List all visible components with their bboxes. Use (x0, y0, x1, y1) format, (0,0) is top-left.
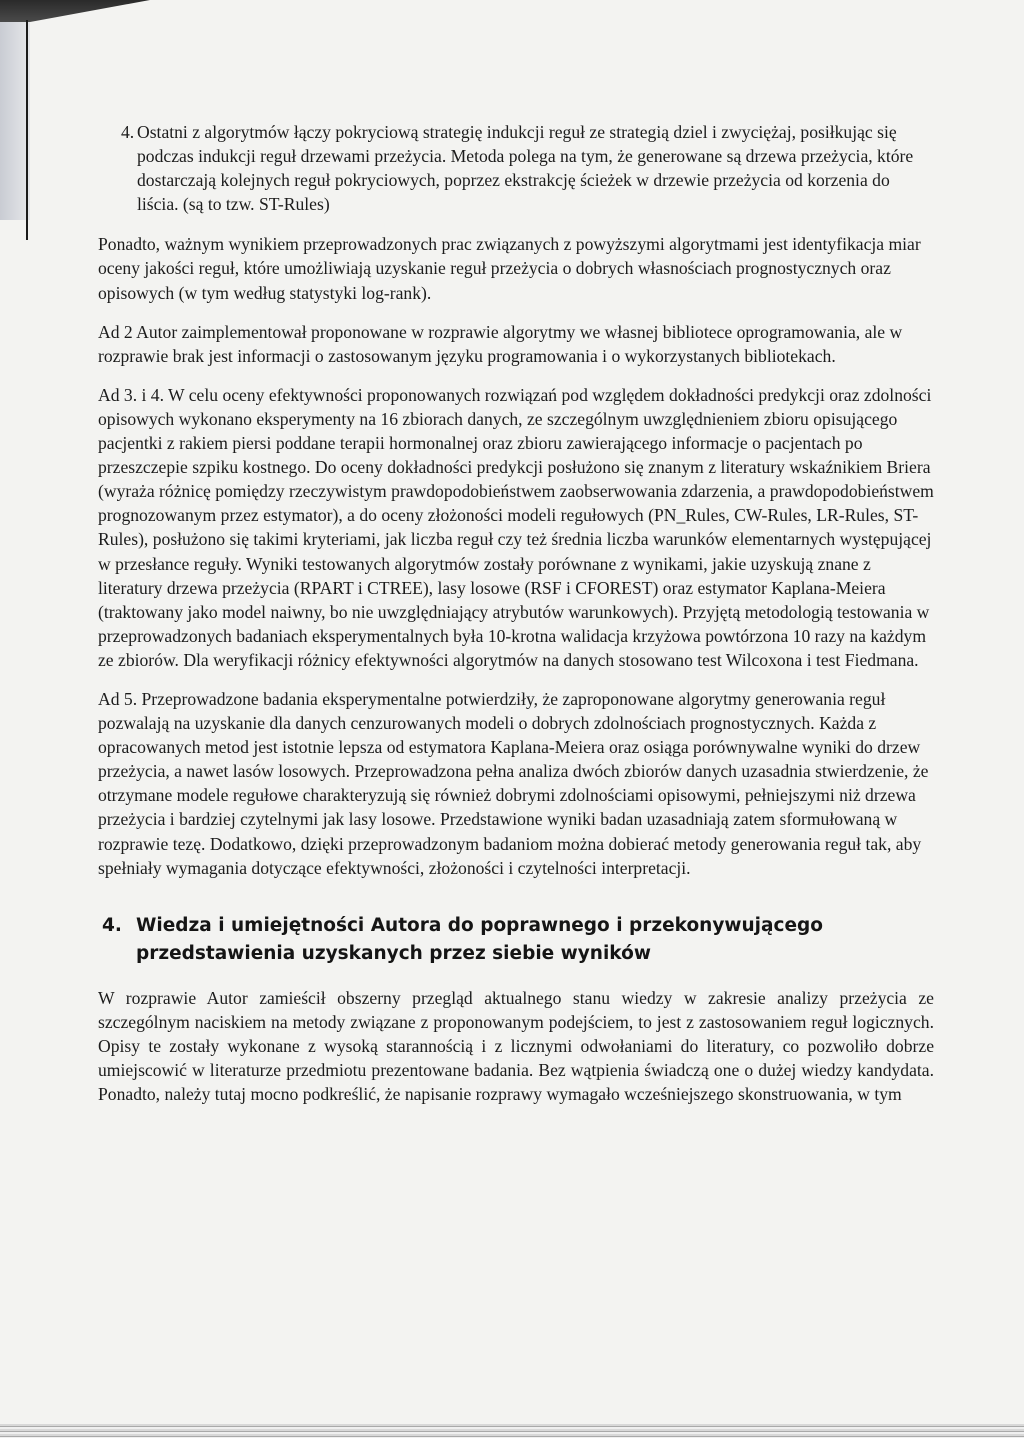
scan-corner-mark (0, 0, 150, 22)
numbered-list (98, 120, 934, 216)
scan-left-line (26, 20, 28, 240)
list-item-text: Ostatni z algorytmów łączy pokryciową strategię indukcji reguł ze strategią dziel i zwyciężaj, posiłkując się podczas indukcji reguł drzewami przeżycia. Metoda polega na tym, że generowane są drzewa przeżycia, które dostarczają kolejnych reguł pokryciowych, poprzez ekstrakcję ścieżek w drzewie przeżycia od korzenia do liścia. (są to tzw. ST-Rules) (137, 122, 914, 215)
list-item (98, 120, 934, 216)
section-heading-title: Wiedza i umiejętności Autora do poprawnego i przekonywującego przedstawienia uzyskanych przez siebie wyników (136, 914, 823, 964)
section-heading-number: 4. (102, 914, 122, 936)
paragraph-ad-3-4: Ad 3. i 4. W celu oceny efektywności proponowanych rozwiązań pod względem dokładności predykcji oraz zdolności opisowych wykonano eksperymenty na 16 zbiorach danych, ze szczególnym uwzględnieniem zbioru opisującego pacjentki z rakiem piersi poddane terapii hormonalnej oraz zbioru zawierającego informacje o pacjentach po przeszczepie szpiku kostnego. Do oceny dokładności predykcji posłużono się znanym z literatury wskaźnikiem Briera (wyraża różnicę pomiędzy rzeczywistym prawdopodobieństwem zaobserwowania zdarzenia, a prawdopodobieństwem prognozowanym przez estymator), a do oceny złożoności modeli regułowych (PN_Rules, CW-Rules, LR-Rules, ST-Rules), posłużono się takimi kryteriami, jak liczba reguł czy też średnia liczba warunków elementarnych występującej w przesłance reguły. Wyniki testowanych algorytmów zostały porównane z wynikami, jakie uzyskują znane z literatury drzewa przeżycia (RPART i CTREE), lasy losowe (RSF i CFOREST) oraz estymator Kaplana-Meiera (traktowany jako model naiwny, bo nie uwzględniający atrybutów warunkowych). Przyjętą metodologią testowania w przeprowadzonych badaniach eksperymentalnych była 10-krotna walidacja krzyżowa powtórzona 10 razy na każdym ze zbiorów. Dla weryfikacji różnicy efektywności algorytmów na danych stosowano test Wilcoxona i test Fiedmana. (98, 384, 934, 670)
paragraph-ad-5: Ad 5. Przeprowadzone badania eksperymentalne potwierdziły, że zaproponowane algorytmy generowania reguł pozwalają na uzyskanie dla danych cenzurowanych modeli o dobrych zdolnościach prognostycznych. Każda z opracowanych metod jest istotnie lepsza od estymatora Kaplana-Meiera oraz osiąga porównywalne wyniki do drzew przeżycia, a nawet lasów losowych. Przeprowadzona pełna analiza dwóch zbiorów danych uzasadnia stwierdzenie, że otrzymane modele regułowe charakteryzują się również dobrymi zdolnościami opisowymi, pełniejszymi niż drzewa przeżycia i bardziej czytelnymi jak lasy losowe. Przedstawione wyniki badan uzasadniają zatem sformułowaną w rozprawie tezę. Dodatkowo, dzięki przeprowadzonym badaniom można dobierać metody generowania reguł tak, aby spełniały wymagania dotyczące efektywności, złożoności i czytelności interpretacji. (98, 688, 929, 878)
scan-bottom-edge (0, 1424, 1024, 1438)
paragraph-ponadto: Ponadto, ważnym wynikiem przeprowadzonych prac związanych z powyższymi algorytmami jest identyfikacja miar oceny jakości reguł, które umożliwiają uzyskanie reguł przeżycia o dobrych własnościach prognostycznych oraz opisowych (w tym według statystyki log-rank). (98, 234, 921, 303)
paragraph-ad-2: Ad 2 Autor zaimplementował proponowane w rozprawie algorytmy we własnej bibliotece oprogramowania, ale w rozprawie brak jest informacji o zastosowanym języku programowania i o wykorzystanych bibliotekach. (98, 321, 903, 366)
paragraph-closing: W rozprawie Autor zamieścił obszerny przegląd aktualnego stanu wiedzy w zakresie analizy przeżycia ze szczególnym naciskiem na metody związane z proponowanym podejściem, to jest z zastosowaniem reguł logicznych. Opisy te zostały wykonane z wysoką starannością i z licznymi odwołaniami do literatury, co pozwoliło dobrze umiejscowić w literaturze przedmiotu prezentowane badania. Bez wątpienia świadczą one o dużej wiedzy kandydata. Ponadto, należy tutaj mocno podkreślić, że napisanie rozprawy wymagało wcześniejszego skonstruowania, w tym (98, 987, 934, 1105)
document-page (98, 120, 934, 1121)
section-heading (98, 912, 934, 968)
list-item-number: 4. (121, 122, 135, 142)
